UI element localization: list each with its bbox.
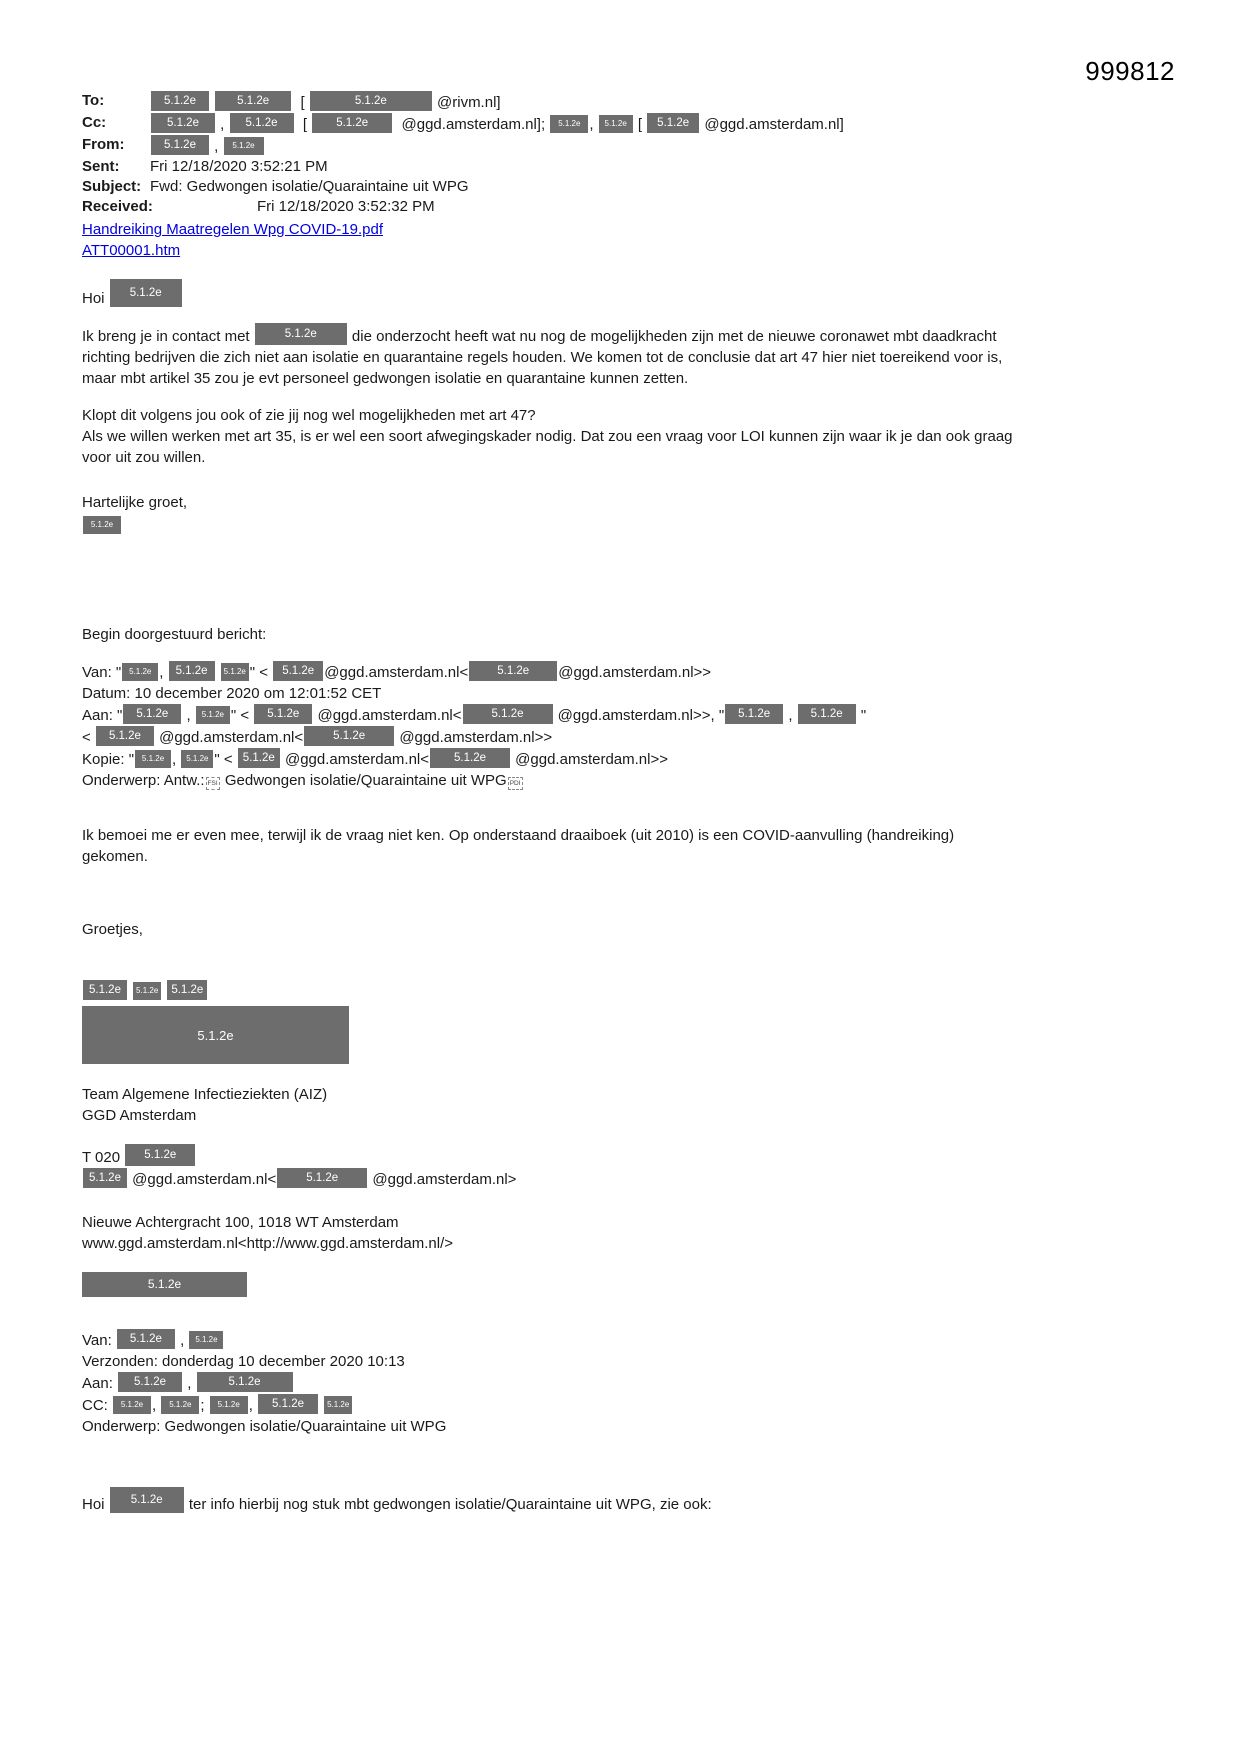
redaction-box: 5.1.2e: [310, 91, 432, 111]
text-run: ,: [210, 138, 223, 155]
redaction-box: 5.1.2e: [215, 91, 291, 111]
intro-paragraph: [82, 323, 1016, 389]
fwd-from-row: [82, 661, 1016, 683]
text-run: ,: [183, 1375, 196, 1392]
text-run: Fwd: Gedwongen isolatie/Quaraintaine uit WPG: [150, 178, 469, 195]
inner-subject-row: Onderwerp: Gedwongen isolatie/Quaraintaine uit WPG: [82, 1418, 447, 1435]
redaction-box: 5.1.2e: [167, 980, 207, 1000]
redaction-box: 5.1.2e: [254, 704, 312, 724]
header-value: [150, 157, 328, 177]
redaction-box: 5.1.2e: [258, 1394, 318, 1414]
text-run: ,: [159, 664, 168, 681]
redaction-box: 5.1.2e: [273, 661, 323, 681]
redaction-box: 5.1.2e: [189, 1331, 223, 1349]
redaction-box: 5.1.2e: [238, 748, 280, 768]
text-run: @ggd.amsterdam.nl>>, ": [553, 707, 725, 724]
email-header: [82, 91, 1016, 261]
text-run: @ggd.amsterdam.nl<: [280, 751, 430, 768]
text-run: [216, 664, 220, 681]
address-line: Nieuwe Achtergracht 100, 1018 WT Amsterdam: [82, 1214, 399, 1231]
text-run: @rivm.nl]: [432, 94, 501, 111]
text-run: " <: [230, 707, 254, 724]
redaction-box: 5.1.2e: [550, 115, 588, 133]
text-run: Fri 12/18/2020 3:52:32 PM: [257, 198, 435, 215]
redaction-box: 5.1.2e: [230, 113, 294, 133]
groetjes-line: Groetjes,: [82, 921, 143, 938]
redaction-box: 5.1.2e: [798, 704, 856, 724]
inner-sent-row: Verzonden: donderdag 10 december 2020 10:13: [82, 1353, 405, 1370]
organization-line: GGD Amsterdam: [82, 1107, 197, 1124]
header-label: Subject:: [82, 178, 142, 195]
redaction-box: 5.1.2e: [125, 1144, 195, 1166]
redaction-box: 5.1.2e: [599, 115, 633, 133]
header-row-from: [82, 135, 1016, 157]
text-run: Van: ": [82, 664, 122, 681]
redaction-box: 5.1.2e: [169, 661, 215, 681]
redaction-box: 5.1.2e: [122, 663, 158, 681]
signature-names-row: [82, 980, 1016, 1003]
header-label: To:: [82, 92, 105, 109]
text-run: Hoi: [82, 290, 109, 307]
text-run: Klopt dit volgens jou ook of zie jij nog wel mogelijkheden met art 47?: [82, 407, 536, 424]
text-run: ,: [175, 1332, 189, 1349]
redaction-box: 5.1.2e: [151, 113, 215, 133]
phone-line: [82, 1144, 1016, 1168]
redaction-box: 5.1.2e: [151, 135, 209, 155]
header-value: [150, 113, 844, 135]
inner-from-row: [82, 1329, 1016, 1351]
text-run: ,: [216, 116, 229, 133]
banner-redaction: 5.1.2e: [82, 1272, 247, 1297]
unicode-control-marker: FSI: [206, 777, 220, 790]
text-run: @ggd.amsterdam.nl>>: [395, 729, 553, 746]
text-run: @ggd.amsterdam.nl<: [128, 1171, 277, 1188]
redaction-box: 5.1.2e: [221, 663, 249, 681]
redaction-box: 5.1.2e: [133, 982, 161, 1000]
closing-signature-redaction: [82, 515, 1016, 536]
text-run: @ggd.amsterdam.nl>: [368, 1171, 517, 1188]
document-number: 999812: [1085, 56, 1175, 86]
redaction-box: 5.1.2e: [469, 661, 557, 681]
text-run: ,: [589, 116, 598, 133]
text-run: Aan: ": [82, 707, 123, 724]
header-label: From:: [82, 136, 125, 153]
text-run: Van:: [82, 1332, 116, 1349]
text-run: @ggd.amsterdam.nl>>: [511, 751, 668, 768]
redaction-box: 5.1.2e: [110, 1487, 184, 1513]
text-run: @ggd.amsterdam.nl<: [324, 664, 469, 681]
redaction-box: 5.1.2e: [113, 1396, 151, 1414]
redaction-box: 5.1.2e: [83, 980, 127, 1000]
text-run: @ggd.amsterdam.nl>>: [558, 664, 712, 681]
text-run: [: [633, 116, 647, 133]
attachments-list: [82, 219, 1016, 261]
redaction-box: 5.1.2e: [277, 1168, 367, 1188]
redaction-box: 5.1.2e: [255, 323, 347, 345]
inner-to-row: [82, 1372, 1016, 1394]
attachment-link-htm[interactable]: ATT00001.htm: [82, 242, 181, 259]
redaction-box: 5.1.2e: [83, 1168, 127, 1188]
text-run: Hoi: [82, 1496, 109, 1513]
redaction-box: 5.1.2e: [181, 750, 213, 768]
question-paragraph: [82, 405, 1016, 468]
header-value: [150, 197, 435, 217]
text-run: ;: [200, 1397, 209, 1414]
note-paragraph: Ik bemoei me er even mee, terwijl ik de vraag niet ken. Op onderstaand draaiboek (uit 2010) is een COVID-aanvulling (handreiking) gekomen.: [82, 827, 959, 865]
text-run: T 020: [82, 1149, 125, 1166]
inner-cc-row: [82, 1394, 1016, 1416]
header-row-to: [82, 91, 1016, 113]
header-label: Sent:: [82, 158, 120, 175]
text-run: ,: [152, 1397, 161, 1414]
text-run: Als we willen werken met art 35, is er wel een soort afwegingskader nodig. Dat zou een vraag voor LOI kunnen zijn waar ik je dan ook graag voor uit zou willen.: [82, 428, 1017, 466]
text-run: Aan:: [82, 1375, 118, 1392]
header-value: [150, 177, 469, 197]
text-run: die onderzocht heeft wat nu nog de mogelijkheden zijn met de nieuwe coronawet mbt daadkracht richting bedrijven die zich niet aan isolatie en quarantaine regels houden. We komen tot de conclusie dat art 47 hier niet toereikend voor is, maar mbt artikel 35 zou je evt personeel gedwongen isolatie en quarantaine kunnen zetten.: [82, 328, 1007, 387]
fwd-date-row: Datum: 10 december 2020 om 12:01:52 CET: [82, 685, 382, 702]
text-run: [162, 983, 166, 1000]
text-run: ,: [172, 751, 181, 768]
text-run: @ggd.amsterdam.nl];: [393, 116, 550, 133]
header-value: [150, 135, 265, 157]
redaction-box: 5.1.2e: [110, 279, 182, 307]
redaction-box: 5.1.2e: [304, 726, 394, 746]
header-row-received: [82, 197, 1016, 217]
redaction-box: 5.1.2e: [196, 706, 230, 724]
redaction-box: 5.1.2e: [463, 704, 553, 724]
text-run: Ik breng je in contact met: [82, 328, 254, 345]
text-run: @ggd.amsterdam.nl<: [154, 729, 304, 746]
redaction-box: 5.1.2e: [118, 1372, 182, 1392]
redaction-box: 5.1.2e: [324, 1396, 352, 1414]
unicode-control-marker: PDI: [508, 777, 523, 790]
text-run: @ggd.amsterdam.nl]: [700, 116, 844, 133]
text-run: [210, 94, 214, 111]
text-run: ter info hierbij nog stuk mbt gedwongen isolatie/Quaraintaine uit WPG, zie ook:: [184, 1496, 712, 1513]
redaction-box: 5.1.2e: [312, 113, 392, 133]
text-run: Kopie: ": [82, 751, 135, 768]
text-run: @ggd.amsterdam.nl<: [313, 707, 462, 724]
redaction-box: 5.1.2e: [161, 1396, 199, 1414]
greeting-line: [82, 279, 1016, 309]
text-run: [319, 1397, 323, 1414]
text-run: ,: [784, 707, 797, 724]
redaction-box: 5.1.2e: [647, 113, 699, 133]
text-run: " <: [249, 664, 273, 681]
fwd-to-row: [82, 704, 1016, 748]
email-address-line: [82, 1168, 1016, 1190]
redaction-box: 5.1.2e: [117, 1329, 175, 1349]
fwd-subject-row: [82, 770, 1016, 791]
email-body: [82, 279, 1016, 1515]
text-run: " <: [214, 751, 237, 768]
text-run: <: [82, 729, 95, 746]
header-row-sent: [82, 157, 1016, 177]
website-line: www.ggd.amsterdam.nl<http://www.ggd.amsterdam.nl/>: [82, 1235, 454, 1252]
redaction-box: 5.1.2e: [224, 137, 264, 155]
text-run: ,: [182, 707, 195, 724]
attachment-link-pdf[interactable]: Handreiking Maatregelen Wpg COVID-19.pdf: [82, 221, 383, 238]
redaction-box: 5.1.2e: [96, 726, 154, 746]
text-run: [: [292, 94, 309, 111]
redaction-box: 5.1.2e: [83, 516, 121, 534]
text-run: [128, 983, 132, 1000]
redaction-box: 5.1.2e: [430, 748, 510, 768]
redaction-box: 5.1.2e: [151, 91, 209, 111]
text-run: ": [856, 707, 867, 724]
header-value: [150, 91, 501, 113]
header-label: Received:: [82, 198, 153, 215]
text-run: Onderwerp: Antw.:: [82, 772, 205, 789]
signature-redaction-block: 5.1.2e: [82, 1006, 349, 1064]
closing-line: Hartelijke groet,: [82, 494, 188, 511]
text-run: ,: [248, 1397, 258, 1414]
header-row-subject: [82, 177, 1016, 197]
redaction-box: 5.1.2e: [210, 1396, 248, 1414]
text-run: CC:: [82, 1397, 112, 1414]
header-label: Cc:: [82, 114, 107, 131]
text-run: [: [294, 116, 312, 133]
redaction-box: 5.1.2e: [197, 1372, 293, 1392]
redaction-box: 5.1.2e: [725, 704, 783, 724]
text-run: Gedwongen isolatie/Quaraintaine uit WPG: [220, 772, 507, 789]
header-row-cc: [82, 113, 1016, 135]
redaction-box: 5.1.2e: [135, 750, 171, 768]
fwd-copy-row: [82, 748, 1016, 770]
redaction-box: 5.1.2e: [123, 704, 181, 724]
text-run: Fri 12/18/2020 3:52:21 PM: [150, 158, 328, 175]
team-line: Team Algemene Infectieziekten (AIZ): [82, 1086, 328, 1103]
final-greeting-line: [82, 1487, 1016, 1515]
forwarded-message-title: Begin doorgestuurd bericht:: [82, 626, 267, 643]
